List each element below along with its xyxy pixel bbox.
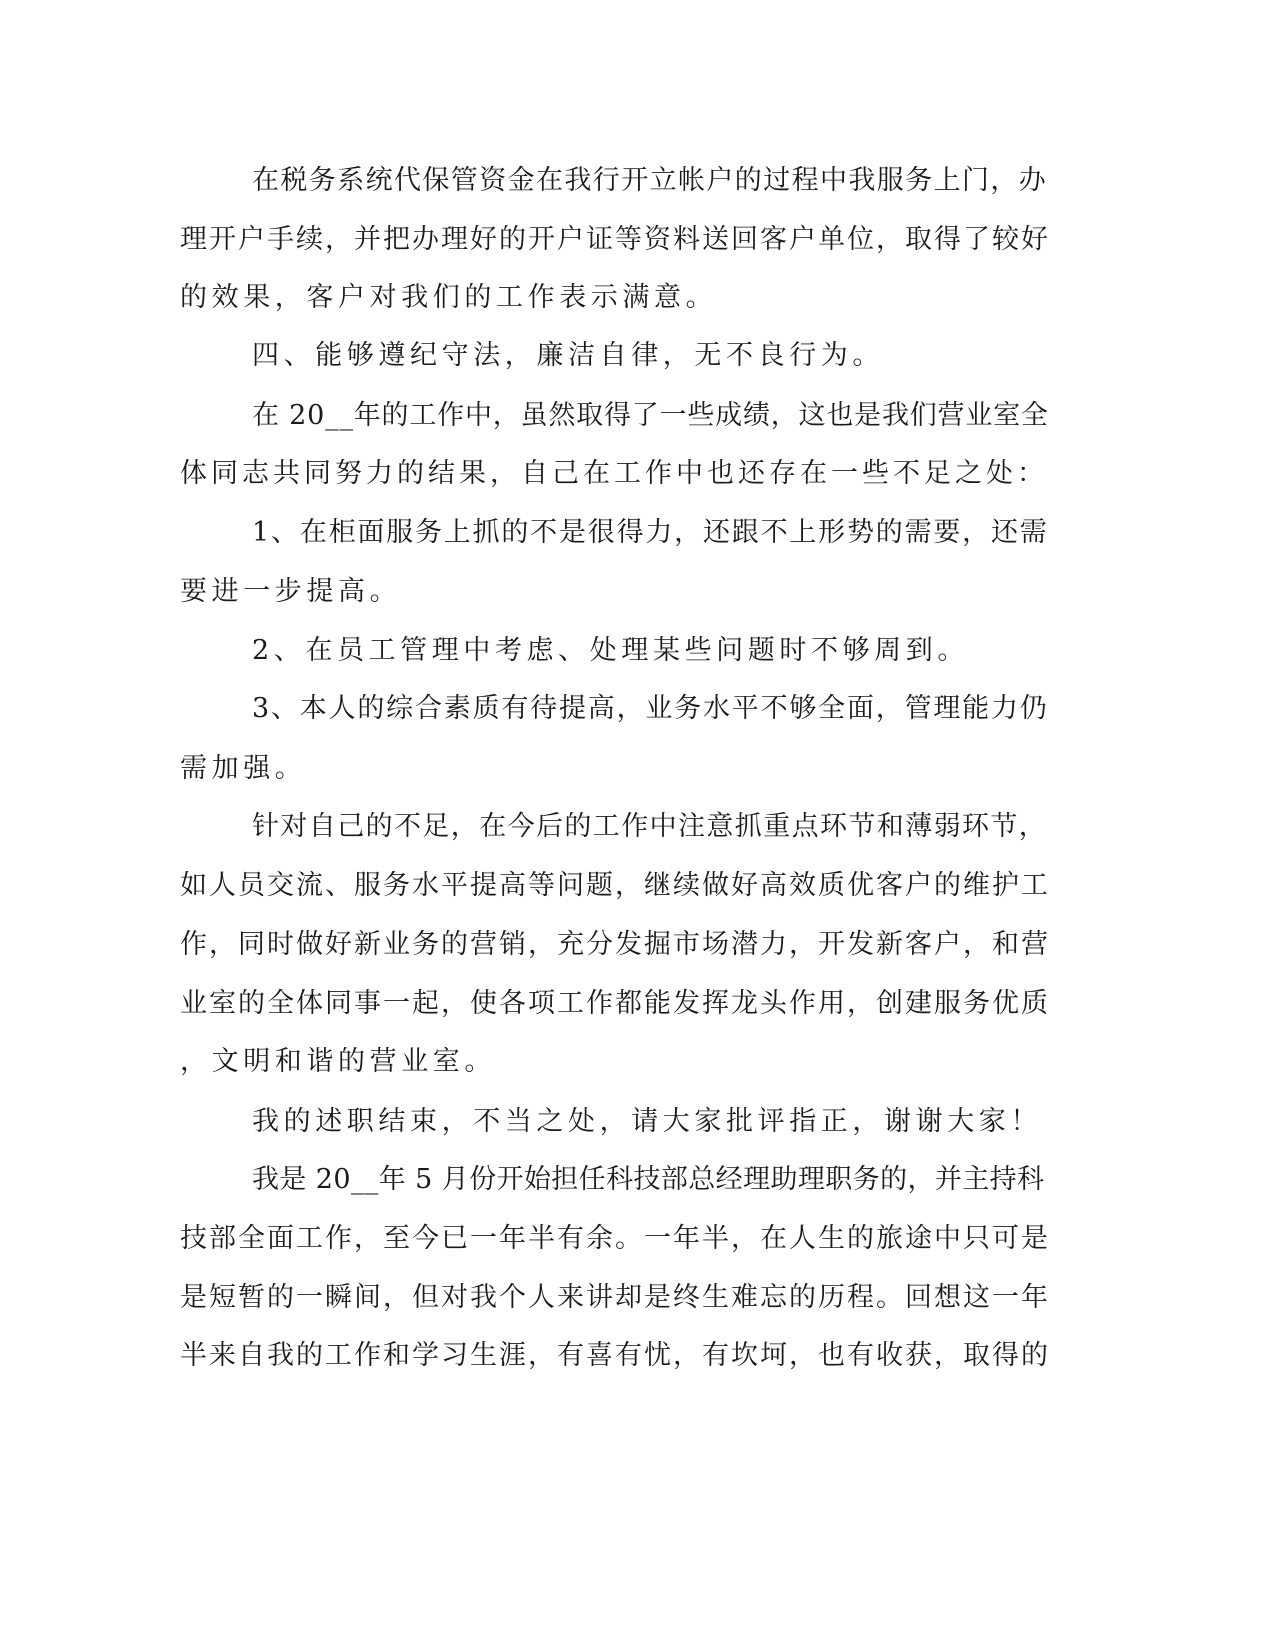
text-line: 体同志共同努力的结果，自己在工作中也还存在一些不足之处： (180, 458, 1048, 489)
text-line: 在 20__年的工作中，虽然取得了一些成绩，这也是我们营业室全 (252, 400, 1049, 431)
text-line: 作，同时做好新业务的营销，充分发掘市场潜力，开发新客户，和营 (180, 929, 1050, 960)
text-line: 我的述职结束，不当之处，请大家批评指正，谢谢大家！ (252, 1106, 1042, 1137)
text-line: 业室的全体同事一起，使各项工作都能发挥龙头作用，创建服务优质 (180, 988, 1050, 1019)
text-line: 针对自己的不足，在今后的工作中注意抓重点环节和薄弱环节， (252, 811, 1048, 842)
text-line: 如人员交流、服务水平提高等问题，继续做好高效质优客户的维护工 (180, 870, 1050, 901)
text-line: 我是 20__年 5 月份开始担任科技部总经理助理职务的，并主持科 (252, 1164, 1045, 1195)
text-line: 理开户手续，并把办理好的开户证等资料送回客户单位，取得了较好 (180, 224, 1050, 255)
text-line: 技部全面工作，至今已一年半有余。一年半，在人生的旅途中只可是 (180, 1223, 1050, 1254)
text-line: ，文明和谐的营业室。 (180, 1046, 496, 1077)
text-line: 是短暂的一瞬间，但对我个人来讲却是终生难忘的历程。回想这一年 (180, 1282, 1050, 1313)
text-line: 在税务系统代保管资金在我行开立帐户的过程中我服务上门，办 (252, 165, 1048, 196)
text-line: 要进一步提高。 (180, 576, 402, 607)
text-line: 需加强。 (180, 753, 307, 784)
text-line: 半来自我的工作和学习生涯，有喜有忧，有坎坷，也有收获，取得的 (180, 1340, 1050, 1371)
text-line: 的效果，客户对我们的工作表示满意。 (180, 282, 718, 313)
text-line: 1、在柜面服务上抓的不是很得力，还跟不上形势的需要，还需 (252, 517, 1049, 548)
text-line: 3、本人的综合素质有待提高，业务水平不够全面，管理能力仍 (252, 693, 1049, 724)
text-line: 四、能够遵纪守法，廉洁自律，无不良行为。 (252, 340, 884, 371)
text-line: 2、在员工管理中考虑、处理某些问题时不够周到。 (252, 635, 969, 666)
